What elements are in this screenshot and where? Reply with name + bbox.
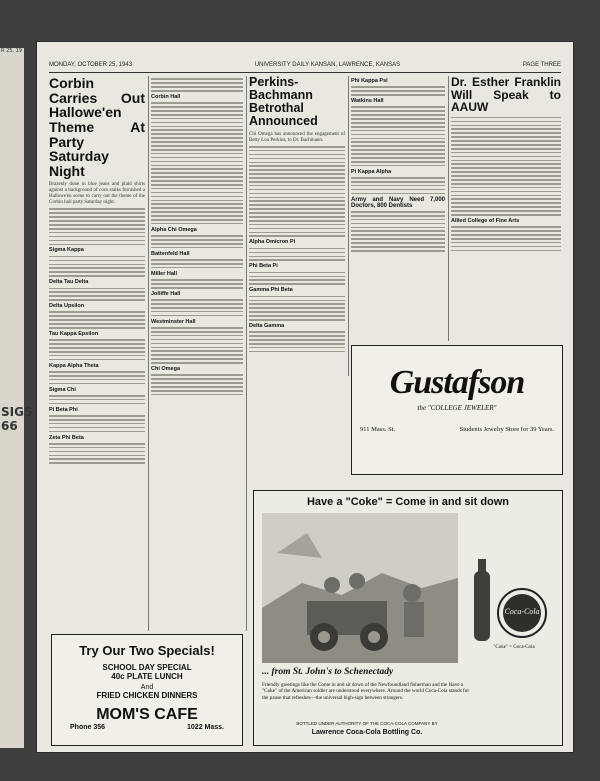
coke-side-note: "Coke" = Coca-Cola (493, 645, 535, 650)
moms-name: MOM'S CAFE (96, 706, 198, 723)
moms-chicken: FRIED CHICKEN DINNERS (96, 691, 198, 700)
section-delta-gamma: Delta Gamma (249, 322, 285, 329)
coke-bottler: Lawrence Coca-Cola Bottling Co. (311, 729, 423, 736)
moms-cafe-ad (51, 634, 243, 746)
section-zeta-phi-beta: Zeta Phi Beta (49, 434, 84, 441)
column-franklin (451, 76, 561, 341)
franklin-headline: Dr. Esther Franklin Will Speak to AAUW (451, 75, 561, 115)
section-tau-kappa-epsilon: Tau Kappa Epsilon (49, 330, 99, 337)
gustafson-ad (351, 345, 563, 475)
coke-bottler-line: BOTTLED UNDER AUTHORITY OF THE COCA-COLA COMPANY BY (296, 721, 438, 726)
masthead-page: PAGE THREE (522, 62, 561, 68)
column-corbin (49, 76, 145, 636)
newspaper-page (37, 42, 573, 752)
coke-illustration (262, 513, 458, 663)
moms-special: SCHOOL DAY SPECIAL (102, 663, 192, 672)
masthead (49, 62, 561, 73)
moms-plate-lunch: 40c PLATE LUNCH (111, 672, 183, 681)
section-battenfeld-hall: Battenfeld Hall (151, 250, 190, 257)
coke-headline: Have a "Coke" = Come in and sit down (306, 496, 510, 508)
prev-page-big-num: 66 (1, 419, 18, 433)
section-alpha-chi-omega: Alpha Chi Omega (151, 226, 197, 233)
section-miller-hall: Miller Hall (151, 270, 177, 277)
section-pi-beta-phi: Pi Beta Phi (49, 406, 78, 413)
gustafson-slogan: Students Jewelry Store for 39 Years. (459, 426, 554, 433)
coke-subline: ... from St. John's to Schenectady (262, 667, 394, 677)
section-chi-omega: Chi Omega (151, 365, 181, 372)
moms-headline: Try Our Two Specials! (79, 643, 215, 658)
section-corbin-hall: Corbin Hall (151, 93, 181, 100)
moms-phone: Phone 356 (70, 724, 106, 731)
section-westminster-hall: Westminster Hall (151, 318, 196, 325)
column-perkins (249, 76, 345, 406)
section-phi-beta-pi: Phi Beta Pi (249, 263, 278, 270)
section-jolliffe-hall: Jolliffe Hall (151, 290, 181, 297)
previous-page-edge (0, 48, 33, 748)
moms-and: And (140, 684, 154, 691)
section-sigma-kappa: Sigma Kappa (49, 247, 84, 254)
section-fine-arts: Allied College of Fine Arts (451, 217, 520, 224)
column-halls (151, 76, 243, 631)
doctors-headline: Army and Navy Need 7,000 Doctors, 800 Dentists (351, 196, 445, 209)
section-sigma-chi: Sigma Chi (49, 386, 76, 393)
section-delta-upsilon: Delta Upsilon (49, 303, 85, 310)
prev-page-big-text: SIGS (1, 405, 33, 419)
coke-logo: Coca-Cola (504, 607, 540, 616)
column-phi-kappa-psi (351, 76, 445, 341)
section-delta-tau-delta: Delta Tau Delta (49, 279, 89, 286)
gustafson-tagline: the "COLLEGE JEWELER" (417, 404, 497, 412)
corbin-headline: Corbin Carries Out Hallowe'en Theme At Party Saturday Night (49, 75, 145, 180)
gustafson-address: 911 Mass. St. (360, 426, 396, 433)
perkins-lead: Chi Omega has announced the engagement of Betty Lou Perkins, to Dr. Bachmann. (249, 131, 345, 143)
section-gamma-phi-beta: Gamma Phi Beta (249, 287, 293, 294)
moms-address: 1022 Mass. (187, 724, 224, 731)
section-pi-kappa-alpha: Pi Kappa Alpha (351, 168, 392, 175)
section-phi-kappa-psi: Phi Kappa Psi (351, 78, 388, 84)
perkins-headline: Perkins-Bachmann Betrothal Announced (249, 75, 318, 129)
coke-body: Friendly greetings like the Come in and sit down of the Newfoundland fisherman and the Have a "Coke" of the American soldier are understood everywhere. Around the world Coca-Cola stands for the pause that refreshes—the universal high-sign between strangers. (262, 682, 470, 701)
masthead-paper: UNIVERSITY DAILY KANSAN, LAWRENCE, KANSAS (254, 62, 401, 68)
corbin-lead: Brazenly done in blue jeans and plaid shirts against a background of corn stalks furnished a Hallowe'en scene to carry out the theme of the Corbin hall party Saturday night. (49, 181, 145, 206)
gustafson-logo: Gustafson (389, 364, 525, 401)
coca-cola-ad (253, 490, 563, 746)
prev-page-header: R 25, 19 (1, 48, 22, 54)
coke-bottle-area (466, 521, 554, 659)
section-alpha-omicron-pi: Alpha Omicron Pi (249, 239, 296, 246)
section-watkins-hall: Watkins Hall (351, 98, 384, 105)
masthead-date: MONDAY, OCTOBER 25, 1943 (49, 62, 133, 68)
section-kappa-alpha-theta: Kappa Alpha Theta (49, 362, 99, 369)
